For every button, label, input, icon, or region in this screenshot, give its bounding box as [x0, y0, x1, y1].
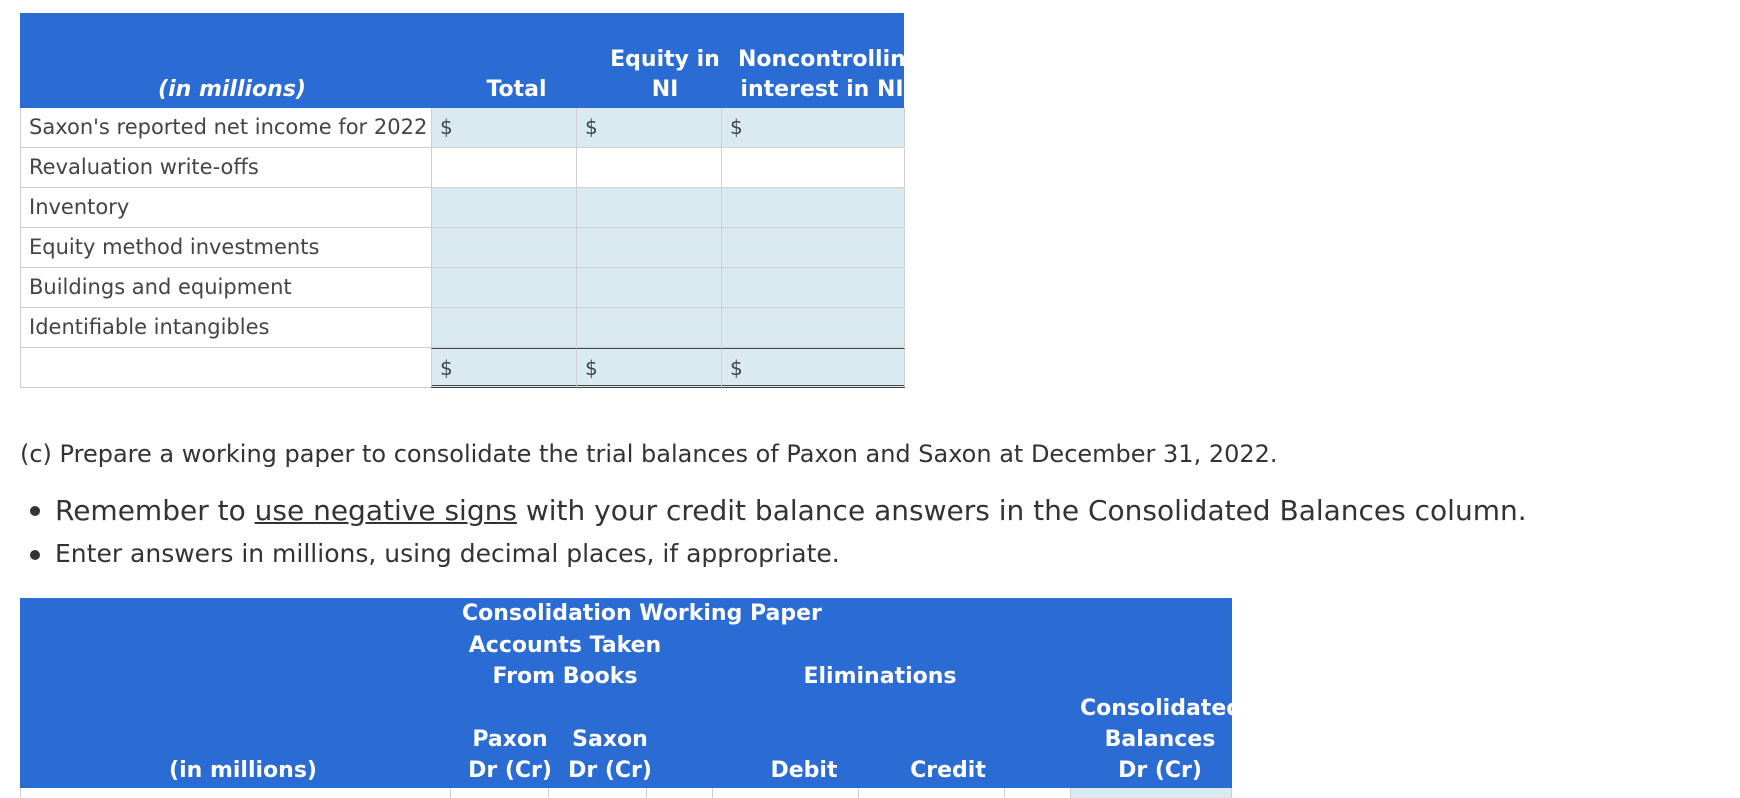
table1-col-equity-header: Equity in NI — [610, 47, 720, 102]
table-row — [21, 308, 904, 348]
debit-cell — [712, 788, 858, 798]
net-income-allocation-table — [20, 13, 922, 388]
table-row — [21, 148, 904, 188]
table1-col-nci-header: Noncontrolling interest in NI — [738, 47, 922, 102]
nci-input[interactable] — [721, 308, 905, 347]
table1-col-label-header: (in millions) — [158, 77, 306, 102]
table-row — [21, 268, 904, 308]
table1-col-total-header: Total — [486, 77, 547, 102]
empty-cell — [431, 148, 576, 187]
table-row — [21, 188, 904, 228]
eliminations-header: Eliminations — [803, 664, 957, 689]
part-c-instruction: (c) Prepare a working paper to consolidate the trial balances of Paxon and Saxon at December 31, 2022. — [20, 440, 1278, 468]
consolidated-header-line2: Balances — [1104, 727, 1216, 752]
total-input[interactable] — [431, 188, 576, 227]
negative-signs-link[interactable]: use negative signs — [254, 494, 517, 527]
total-input[interactable] — [431, 268, 576, 307]
debit-header: Debit — [770, 758, 838, 783]
debit-ref-cell — [646, 788, 712, 798]
row-label: Saxon's reported net income for 2022 — [29, 115, 428, 139]
row-label: Inventory — [29, 195, 130, 219]
dollar-sign: $ — [730, 115, 743, 139]
instruction-bullets — [20, 492, 1527, 572]
nci-input[interactable] — [721, 188, 905, 227]
dollar-sign: $ — [585, 115, 598, 139]
row-label: Buildings and equipment — [29, 275, 292, 299]
credit-ref-cell — [1004, 788, 1070, 798]
total-row-label — [21, 348, 431, 387]
consolidated-input[interactable] — [1070, 788, 1232, 798]
nci-sum-input[interactable] — [721, 348, 905, 388]
paxon-header-line2: Dr (Cr) — [468, 758, 552, 783]
list-item — [20, 492, 1527, 536]
equity-input[interactable] — [576, 228, 721, 267]
empty-cell — [576, 148, 721, 187]
working-paper-title: Consolidation Working Paper — [462, 601, 822, 626]
equity-input[interactable] — [576, 268, 721, 307]
total-row — [21, 348, 904, 388]
equity-sum-input[interactable] — [576, 348, 721, 388]
row-label: Identifiable intangibles — [29, 315, 270, 339]
table-row — [20, 788, 1232, 798]
from-books-label: From Books — [492, 664, 638, 689]
bullet1-text-post: with your credit balance answers in the Consolidated Balances column. — [516, 494, 1527, 527]
nci-input[interactable] — [721, 228, 905, 267]
bullet1-text-pre: Remember to — [55, 494, 255, 527]
account-cell — [20, 788, 450, 798]
equity-input[interactable] — [576, 188, 721, 227]
total-sum-input[interactable] — [431, 348, 576, 388]
dollar-sign: $ — [440, 356, 453, 380]
dollar-sign: $ — [730, 356, 743, 380]
dollar-sign: $ — [440, 115, 453, 139]
table-row — [21, 108, 904, 148]
table-row — [21, 228, 904, 268]
total-input[interactable] — [431, 308, 576, 347]
table1-header — [20, 13, 922, 108]
credit-cell — [858, 788, 1004, 798]
row-label: Equity method investments — [29, 235, 320, 259]
nci-input[interactable] — [721, 108, 905, 147]
table2-col-label-header: (in millions) — [169, 758, 317, 783]
table2-header — [20, 598, 1242, 788]
saxon-header-line2: Dr (Cr) — [568, 758, 652, 783]
dollar-sign: $ — [585, 356, 598, 380]
equity-input[interactable] — [576, 108, 721, 147]
consolidated-header-line1: Consolidated — [1080, 696, 1242, 721]
paxon-cell — [450, 788, 548, 798]
consolidation-working-paper-table — [20, 598, 1242, 798]
saxon-cell — [548, 788, 646, 798]
saxon-header-line1: Saxon — [572, 727, 648, 752]
nci-input[interactable] — [721, 268, 905, 307]
equity-input[interactable] — [576, 308, 721, 347]
accounts-taken-label: Accounts Taken — [468, 633, 662, 658]
list-item — [20, 536, 1527, 572]
paxon-header-line1: Paxon — [472, 727, 548, 752]
bullet2-text: Enter answers in millions, using decimal places, if appropriate. — [55, 539, 840, 568]
consolidated-header-line3: Dr (Cr) — [1118, 758, 1202, 783]
bullet-icon — [30, 506, 40, 516]
total-input[interactable] — [431, 108, 576, 147]
row-label: Revaluation write-offs — [29, 155, 259, 179]
credit-header: Credit — [910, 758, 986, 783]
bullet-icon — [30, 550, 40, 560]
empty-cell — [721, 148, 905, 187]
total-input[interactable] — [431, 228, 576, 267]
